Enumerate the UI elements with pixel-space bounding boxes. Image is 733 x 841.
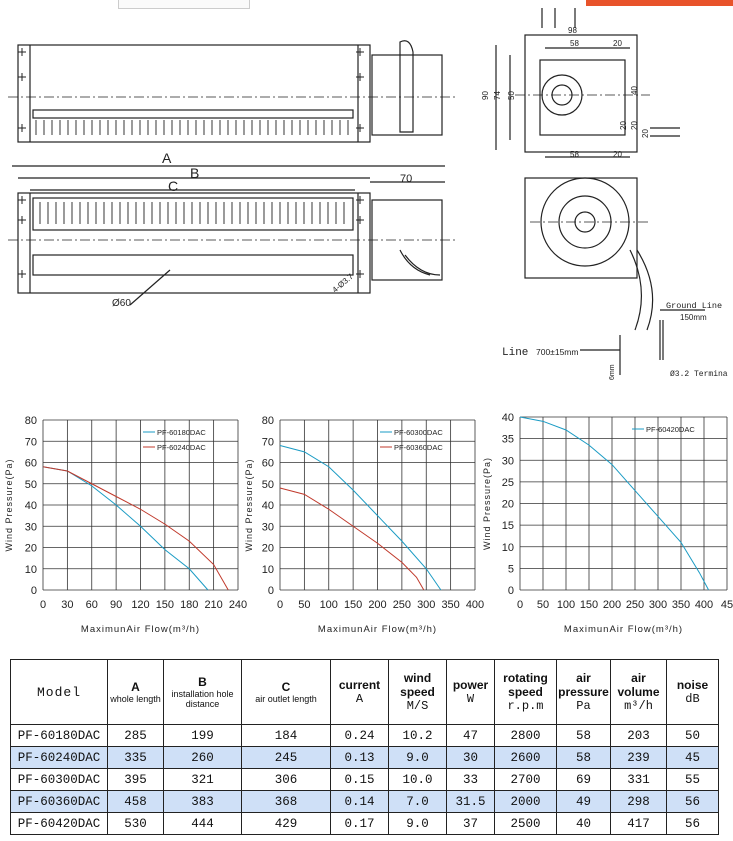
x-tick-label: 0 — [39, 599, 47, 611]
model-cell: PF-60360DAC — [11, 791, 108, 813]
table-header-cell — [495, 660, 557, 725]
line-length-label: 700±15mm — [536, 347, 579, 357]
chart-pf60180-pf60240 — [0, 405, 250, 640]
dim-20-top-label: 20 — [613, 39, 622, 48]
y-tick-label: 15 — [501, 520, 514, 533]
x-axis-label: MaximunAir Flow(m³/h) — [80, 624, 201, 635]
table-cell: 0.17 — [331, 813, 389, 835]
x-tick-label: 240 — [228, 599, 248, 611]
table-cell: 58 — [557, 747, 611, 769]
table-header-cell — [667, 660, 719, 725]
y-tick-label: 70 — [261, 436, 274, 449]
legend-label: PF-60360DAC — [394, 443, 443, 452]
table-cell: 2000 — [495, 791, 557, 813]
x-tick-label: 400 — [694, 599, 714, 611]
table-cell: 0.15 — [331, 769, 389, 791]
y-tick-label: 80 — [24, 415, 37, 427]
table-cell: 383 — [164, 791, 242, 813]
model-cell: PF-60240DAC — [11, 747, 108, 769]
x-tick-label: 250 — [625, 599, 645, 611]
table-header-cell — [447, 660, 495, 725]
table-cell: 31.5 — [447, 791, 495, 813]
dim-40-label: 40 — [630, 86, 639, 95]
table-cell: 7.0 — [389, 791, 447, 813]
table-cell: 260 — [164, 747, 242, 769]
table-header-row — [11, 660, 719, 725]
y-tick-label: 20 — [24, 542, 37, 555]
dim-58-top-label: 58 — [570, 39, 579, 48]
y-tick-label: 30 — [261, 521, 274, 534]
y-tick-label: 40 — [261, 500, 274, 512]
terminal-label: Ø3.2 Termina — [670, 370, 728, 379]
y-tick-label: 60 — [261, 457, 274, 470]
header-main: noise — [676, 678, 709, 692]
table-cell: 33 — [447, 769, 495, 791]
header-main: wind speed — [400, 671, 435, 699]
table-cell: 331 — [611, 769, 667, 791]
dim-98-label: 98 — [568, 26, 577, 35]
table-cell: 0.14 — [331, 791, 389, 813]
series-line — [43, 467, 228, 590]
header-main: power — [452, 678, 489, 692]
x-tick-label: 400 — [465, 599, 485, 611]
table-cell: 306 — [242, 769, 331, 791]
dim-20c-label: 20 — [641, 129, 650, 138]
y-tick-label: 50 — [24, 478, 37, 491]
table-cell: 56 — [667, 791, 719, 813]
y-tick-label: 80 — [261, 415, 274, 427]
x-tick-label: 150 — [155, 599, 175, 611]
y-tick-label: 60 — [24, 457, 37, 470]
table-cell: 0.13 — [331, 747, 389, 769]
table-cell: 69 — [557, 769, 611, 791]
header-unit: A — [355, 692, 364, 706]
table-cell: 49 — [557, 791, 611, 813]
dim-c-label: C — [168, 178, 179, 194]
dim-74-label: 74 — [493, 91, 502, 100]
front-view-body — [18, 193, 370, 293]
table-cell: 30 — [447, 747, 495, 769]
legend-label: PF-60240DAC — [157, 443, 206, 452]
table-header-cell — [331, 660, 389, 725]
table-cell: 40 — [557, 813, 611, 835]
dim-holes-label: 4-Ø3.7 — [330, 271, 356, 295]
table-cell: 530 — [108, 813, 164, 835]
x-tick-label: 250 — [392, 599, 412, 611]
y-axis-label: Wind Pressure(Pa) — [244, 458, 254, 552]
table-cell: 58 — [557, 725, 611, 747]
table-cell: 0.24 — [331, 725, 389, 747]
dim-20-bot-label: 20 — [613, 150, 622, 159]
y-tick-label: 0 — [507, 585, 514, 597]
header-unit: Pa — [576, 699, 591, 713]
legend-label: PF-60420DAC — [646, 425, 695, 434]
y-tick-label: 50 — [261, 478, 274, 491]
x-tick-label: 210 — [204, 599, 223, 611]
x-tick-label: 300 — [648, 599, 668, 611]
dim-20a-label: 20 — [619, 121, 628, 130]
x-tick-label: 300 — [417, 599, 436, 611]
dim-dia60-label: Ø60 — [112, 298, 131, 309]
y-tick-label: 0 — [267, 585, 274, 597]
header-main: A — [131, 680, 140, 694]
table-header-cell — [108, 660, 164, 725]
dim-90-label: 90 — [481, 91, 490, 100]
table-header-cell — [389, 660, 447, 725]
header-main: Model — [36, 685, 81, 700]
table-cell: 199 — [164, 725, 242, 747]
x-tick-label: 60 — [85, 599, 98, 611]
x-tick-label: 100 — [319, 599, 338, 611]
header-main: air pressure — [558, 671, 609, 699]
table-cell: 45 — [667, 747, 719, 769]
model-cell: PF-60420DAC — [11, 813, 108, 835]
x-axis-label: MaximunAir Flow(m³/h) — [317, 624, 438, 635]
table-header-cell — [11, 660, 108, 725]
table-cell: 395 — [108, 769, 164, 791]
y-tick-label: 40 — [24, 500, 37, 512]
y-axis-label: Wind Pressure(Pa) — [4, 458, 14, 552]
table-row — [11, 725, 719, 747]
dim-6mm-label: 6mm — [609, 364, 616, 380]
x-tick-label: 350 — [671, 599, 691, 611]
table-cell: 47 — [447, 725, 495, 747]
table-cell: 285 — [108, 725, 164, 747]
x-tick-label: 0 — [516, 599, 524, 611]
table-cell: 203 — [611, 725, 667, 747]
header-unit: r.p.m — [507, 699, 544, 713]
table-cell: 9.0 — [389, 747, 447, 769]
x-tick-label: 150 — [343, 599, 363, 611]
y-tick-label: 40 — [501, 412, 514, 424]
ground-length-label: 150mm — [680, 313, 707, 322]
table-cell: 417 — [611, 813, 667, 835]
x-tick-label: 45 — [720, 599, 733, 611]
y-tick-label: 10 — [501, 541, 514, 554]
header-main: B — [198, 675, 207, 689]
x-tick-label: 50 — [536, 599, 550, 611]
x-tick-label: 180 — [180, 599, 199, 611]
y-axis-label: Wind Pressure(Pa) — [482, 456, 492, 551]
line-label: Line — [502, 347, 529, 359]
table-cell: 2600 — [495, 747, 557, 769]
table-cell: 239 — [611, 747, 667, 769]
table-cell: 2700 — [495, 769, 557, 791]
x-tick-label: 30 — [61, 599, 74, 611]
x-tick-label: 200 — [368, 599, 387, 611]
table-row — [11, 791, 719, 813]
table-cell: 335 — [108, 747, 164, 769]
table-cell: 2800 — [495, 725, 557, 747]
header-unit: W — [466, 692, 475, 706]
table-cell: 298 — [611, 791, 667, 813]
table-cell: 458 — [108, 791, 164, 813]
table-cell: 184 — [242, 725, 331, 747]
dim-b-label: B — [190, 165, 200, 181]
table-cell: 429 — [242, 813, 331, 835]
ground-line-label: Ground Line — [666, 301, 723, 311]
header-main: current — [338, 678, 381, 692]
x-tick-label: 50 — [298, 599, 311, 611]
table-cell: 245 — [242, 747, 331, 769]
model-cell: PF-60180DAC — [11, 725, 108, 747]
chart-pf60300-pf60360 — [240, 405, 490, 640]
x-axis-label: MaximunAir Flow(m³/h) — [563, 624, 684, 635]
model-cell: PF-60300DAC — [11, 769, 108, 791]
table-cell: 37 — [447, 813, 495, 835]
table-row — [11, 769, 719, 791]
top-view-body — [18, 45, 370, 142]
table-row — [11, 747, 719, 769]
table-cell: 56 — [667, 813, 719, 835]
y-tick-label: 70 — [24, 436, 37, 449]
header-sub: air outlet length — [255, 694, 317, 704]
dim-a-label: A — [162, 150, 172, 166]
x-tick-label: 0 — [276, 599, 284, 611]
header-unit: m³/h — [624, 699, 653, 713]
x-tick-label: 150 — [579, 599, 599, 611]
table-cell: 9.0 — [389, 813, 447, 835]
technical-drawing — [0, 0, 733, 400]
y-tick-label: 30 — [24, 521, 37, 534]
dim-58-bot-label: 58 — [570, 150, 579, 159]
table-cell: 55 — [667, 769, 719, 791]
table-header-cell — [242, 660, 331, 725]
table-cell: 2500 — [495, 813, 557, 835]
table-cell: 368 — [242, 791, 331, 813]
x-tick-label: 100 — [556, 599, 576, 611]
table-cell: 50 — [667, 725, 719, 747]
table-cell: 10.0 — [389, 769, 447, 791]
table-header-cell — [557, 660, 611, 725]
y-tick-label: 20 — [261, 542, 274, 555]
header-sub: whole length — [110, 694, 161, 704]
dim-70-label: 70 — [400, 173, 413, 185]
y-tick-label: 25 — [501, 476, 514, 489]
x-tick-label: 90 — [110, 599, 123, 611]
table-header-cell — [611, 660, 667, 725]
y-tick-label: 35 — [501, 433, 514, 446]
table-cell: 321 — [164, 769, 242, 791]
y-tick-label: 5 — [507, 563, 514, 576]
x-tick-label: 350 — [441, 599, 460, 611]
legend-label: PF-60180DAC — [157, 428, 206, 437]
table-cell: 10.2 — [389, 725, 447, 747]
header-sub: installation hole distance — [171, 689, 234, 709]
header-main: rotating speed — [503, 671, 548, 699]
header-unit: M/S — [406, 699, 429, 713]
dim-50-label: 50 — [507, 91, 516, 100]
y-tick-label: 10 — [24, 563, 37, 576]
chart-pf60420 — [478, 405, 733, 640]
header-main: air volume — [617, 671, 660, 699]
y-tick-label: 30 — [501, 455, 514, 468]
legend-label: PF-60300DAC — [394, 428, 443, 437]
spec-table — [10, 659, 719, 835]
y-tick-label: 0 — [30, 585, 37, 597]
header-unit: dB — [685, 692, 700, 706]
y-tick-label: 20 — [501, 498, 514, 511]
table-header-cell — [164, 660, 242, 725]
x-tick-label: 120 — [131, 599, 150, 611]
table-cell: 444 — [164, 813, 242, 835]
header-main: C — [281, 680, 291, 694]
x-tick-label: 200 — [602, 599, 622, 611]
dim-20b-label: 20 — [630, 121, 639, 130]
y-tick-label: 10 — [261, 563, 274, 576]
table-row — [11, 813, 719, 835]
